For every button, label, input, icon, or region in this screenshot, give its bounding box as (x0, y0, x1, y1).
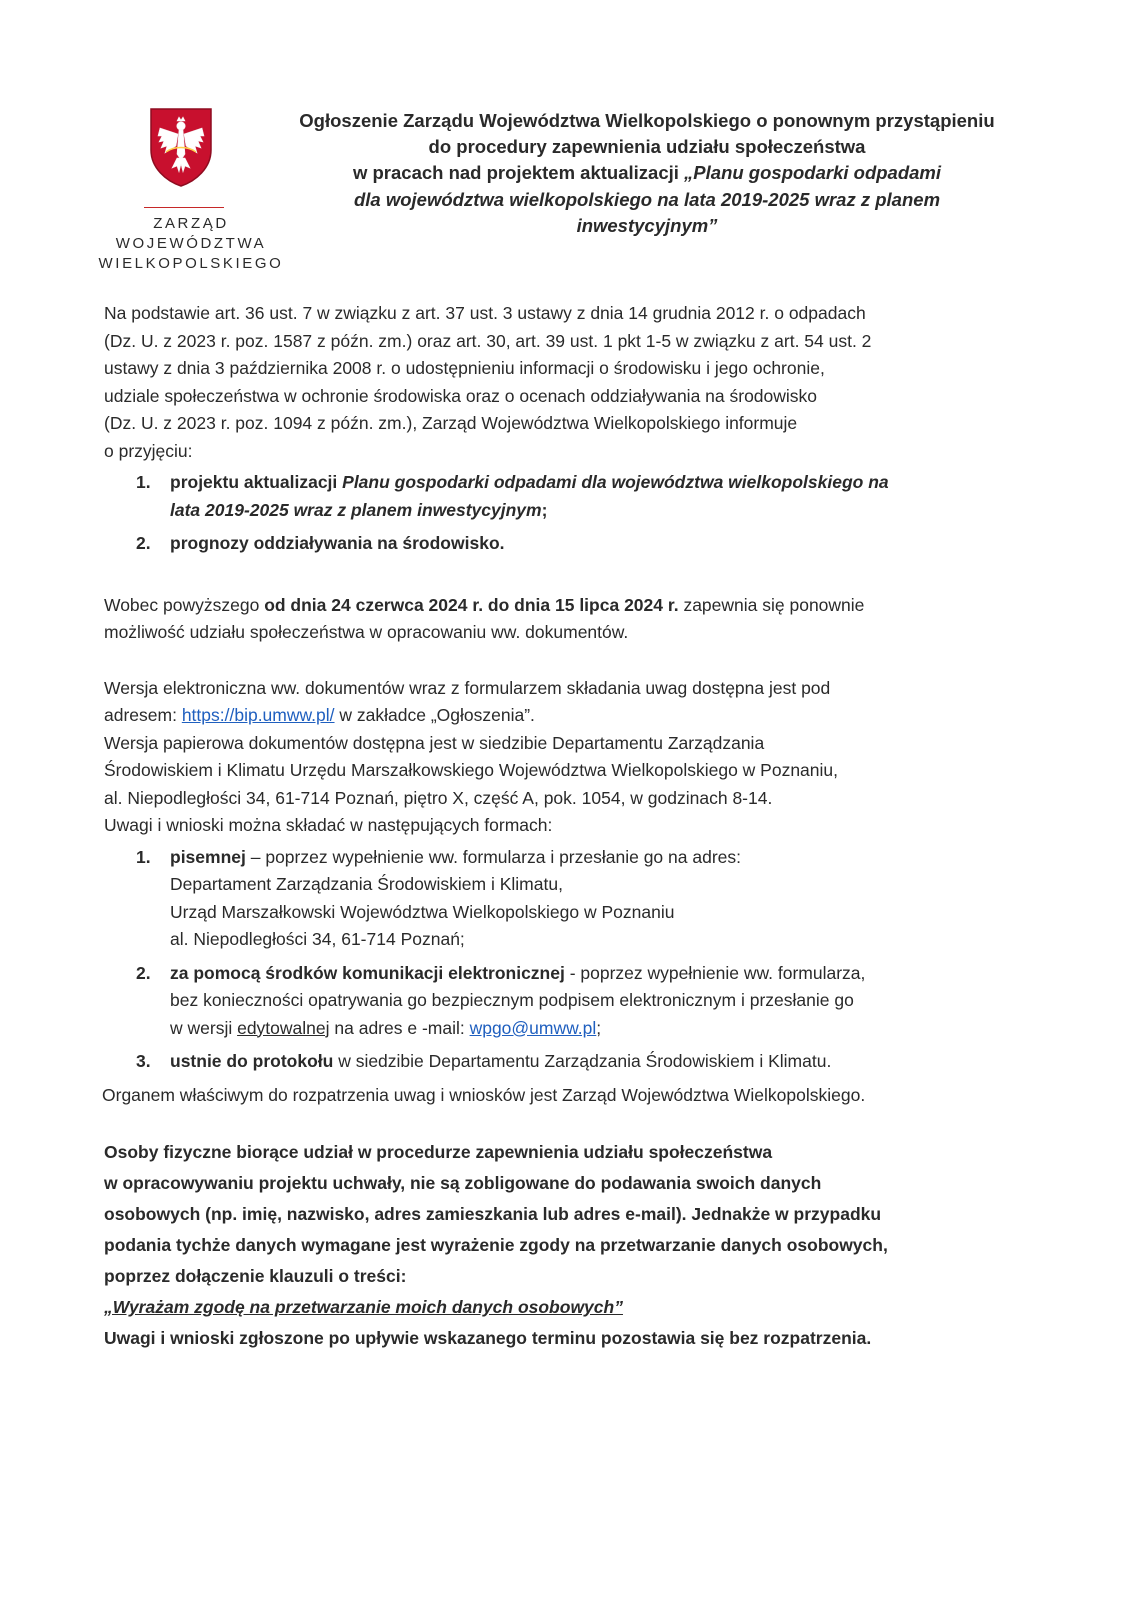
title-line-4: dla województwa wielkopolskiego na lata 2019-2025 wraz z planem (353, 188, 941, 210)
access-line-4: Środowiskiem i Klimatu Urzędu Marszałkowskiego Województwa Wielkopolskiego w Poznaniu, (104, 760, 839, 780)
address-line: al. Niepodległości 34, 61-714 Poznań; (170, 929, 465, 949)
editable-underlined: edytowalnej (237, 1017, 330, 1038)
list-number: 2. (136, 962, 151, 983)
bip-link[interactable]: https://bip.umww.pl/ (181, 705, 335, 725)
gdpr-line: osobowych (np. imię, nazwisko, adres zamieszkania lub adres e-mail). Jednakże w przypadku (104, 1204, 882, 1224)
title-line-3-prefix: w pracach nad projektem aktualizacji (352, 162, 685, 184)
item-italic: Planu gospodarki odpadami dla województwa wielkopolskiego na (342, 472, 889, 492)
access-suffix: w zakładce „Ogłoszenia”. (334, 705, 535, 725)
intro-line: o przyjęciu: (104, 440, 193, 461)
item-bold: projektu aktualizacji (170, 472, 343, 492)
form-text-part: w wersji (170, 1017, 238, 1038)
form-text: – poprzez wypełnienie ww. formularza i przesłanie go na adres: (245, 846, 741, 867)
announcement-title (252, 108, 1042, 239)
gdpr-line: podania tychże danych wymagane jest wyrażenie zgody na przetwarzanie danych osobowych, (104, 1235, 888, 1255)
list-item (104, 530, 1024, 558)
access-line-6: Uwagi i wnioski można składać w następujących formach: (104, 815, 553, 835)
period-dates: od dnia 24 czerwca 2024 r. do dnia 15 lipca 2024 r. (264, 594, 679, 615)
final-note: Uwagi i wnioski zgłoszone po upływie wskazanego terminu pozostawia się bez rozpatrzenia. (104, 1328, 872, 1348)
form-text-part: ; (596, 1017, 602, 1038)
list-item (104, 960, 1024, 1043)
list-number: 3. (136, 1051, 151, 1071)
title-line-1: Ogłoszenie Zarządu Województwa Wielkopolskiego o ponownym przystąpieniu (299, 110, 995, 131)
form-text-line: bez konieczności opatrywania go bezpiecznym podpisem elektronicznym i przesłanie go (170, 990, 854, 1010)
intro-line: udziale społeczeństwa w ochronie środowiska oraz o ocenach oddziaływania na środowisko (104, 385, 818, 406)
adopted-documents-list (104, 469, 1024, 558)
period-suffix: zapewnia się ponownie (678, 594, 865, 615)
title-line-3-italic: „Planu gospodarki odpadami (684, 162, 942, 184)
access-line-1: Wersja elektroniczna ww. dokumentów wraz z formularzem składania uwag dostępna jest pod (104, 677, 831, 698)
form-text: - poprzez wypełnienie ww. formularza, (564, 962, 866, 983)
list-number: 2. (136, 533, 151, 553)
period-prefix: Wobec powyższego (104, 594, 265, 615)
form-text-part: na adres e -mail: (329, 1017, 470, 1038)
list-number: 1. (136, 846, 151, 867)
list-item (104, 469, 1024, 524)
form-text-line (170, 1015, 1024, 1043)
org-line-1: ZARZĄD (153, 215, 229, 232)
item-bold: prognozy oddziaływania na środowisko. (170, 533, 505, 553)
authority-line: Organem właściwym do rozpatrzenia uwag i wniosków jest Zarząd Województwa Wielkopolskiego. (102, 1084, 866, 1105)
email-link[interactable]: wpgo@umww.pl (469, 1017, 597, 1038)
form-label: ustnie do protokołu (170, 1051, 334, 1071)
intro-line: Na podstawie art. 36 ust. 7 w związku z art. 37 ust. 3 ustawy z dnia 14 grudnia 2012 r. o odpadach (104, 303, 866, 323)
list-item (104, 844, 1024, 954)
org-line-2: WOJEWÓDZTWA (115, 235, 267, 252)
consent-clause: „Wyrażam zgodę na przetwarzanie moich danych osobowych” (104, 1297, 623, 1317)
intro-line: (Dz. U. z 2023 r. poz. 1587 z późn. zm.) oraz art. 30, art. 39 ust. 1 pkt 1-5 w związku z art. 54 ust. 2 (104, 330, 872, 351)
announcement-body (104, 300, 1024, 1354)
gdpr-line: poprzez dołączenie klauzuli o treści: (104, 1266, 407, 1286)
address-line: Departament Zarządzania Środowiskiem i Klimatu, (170, 874, 563, 894)
item-suffix: ; (541, 499, 548, 520)
org-line-3: WIELKOPOLSKIEGO (98, 255, 284, 272)
period-line (104, 592, 1024, 620)
title-line-2: do procedury zapewnienia udziału społeczeństwa (428, 136, 866, 158)
list-number: 1. (136, 472, 151, 492)
intro-line: ustawy z dnia 3 października 2008 r. o udostępnieniu informacji o środowisku i jego ochronie, (104, 358, 825, 378)
form-label: pisemnej (170, 846, 246, 867)
access-line-5: al. Niepodległości 34, 61-714 Poznań, piętro X, część A, pok. 1054, w godzinach 8-14. (104, 787, 773, 808)
period-line-2: możliwość udziału społeczeństwa w opracowaniu ww. dokumentów. (104, 622, 629, 642)
access-line-3: Wersja papierowa dokumentów dostępna jest w siedzibie Departamentu Zarządzania (104, 732, 765, 753)
address-line: Urząd Marszałkowski Województwa Wielkopolskiego w Poznaniu (170, 901, 675, 922)
intro-line: (Dz. U. z 2023 r. poz. 1094 z późn. zm.), Zarząd Województwa Wielkopolskiego informuje (104, 413, 798, 433)
title-line-3 (252, 160, 1042, 186)
gdpr-notice (104, 1137, 1024, 1354)
list-item (104, 1048, 1024, 1076)
gdpr-line: Osoby fizyczne biorące udział w procedurze zapewnienia udziału społeczeństwa (104, 1142, 773, 1162)
title-line-5: inwestycyjnym” (576, 214, 718, 236)
gdpr-line: w opracowywaniu projektu uchwały, nie są zobligowane do podawania swoich danych (104, 1173, 822, 1193)
coat-of-arms-icon (148, 106, 214, 188)
access-prefix: adresem: (104, 705, 182, 725)
form-text: w siedzibie Departamentu Zarządzania Środowiskiem i Klimatu. (333, 1051, 832, 1071)
access-line-2 (104, 702, 1024, 730)
submission-forms-list (104, 844, 1024, 1076)
logo-divider (144, 207, 224, 208)
form-label: za pomocą środków komunikacji elektronicznej (170, 962, 565, 983)
item-italic: lata 2019-2025 wraz z planem inwestycyjnym (170, 499, 542, 520)
